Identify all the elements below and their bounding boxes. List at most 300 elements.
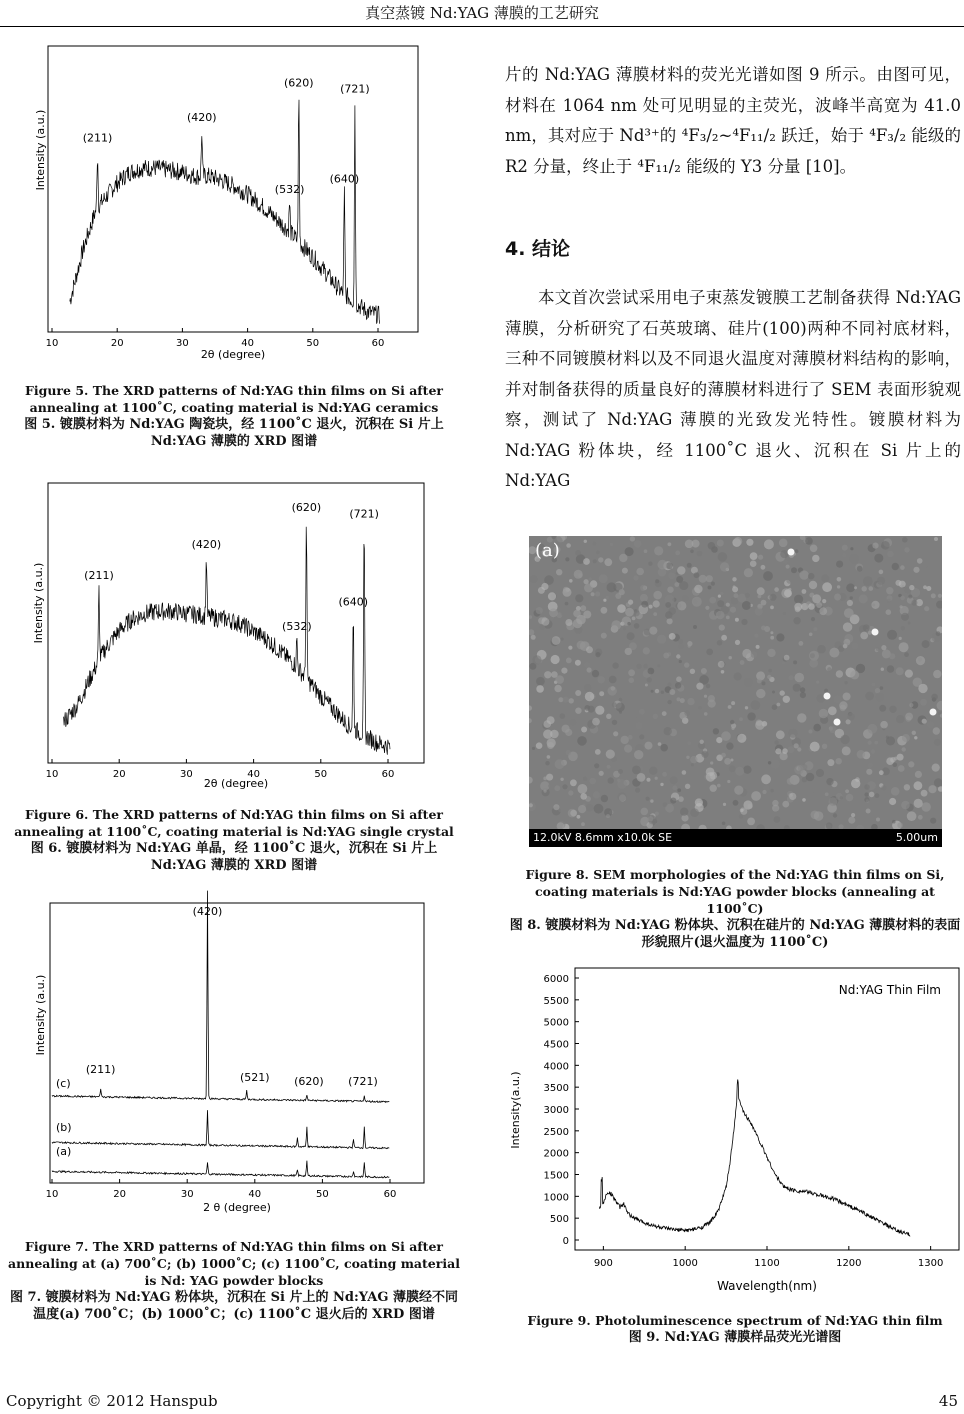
x-tick-label: 20 bbox=[110, 338, 124, 349]
xrd-trace-b bbox=[52, 1110, 389, 1149]
sem-grain bbox=[809, 659, 818, 668]
sem-grain bbox=[808, 729, 812, 733]
sem-grain bbox=[677, 788, 681, 792]
sem-grain bbox=[881, 645, 886, 650]
sem-grain bbox=[608, 777, 614, 783]
sem-grain bbox=[881, 785, 886, 790]
sem-grain bbox=[706, 575, 713, 582]
sem-grain bbox=[536, 685, 544, 693]
sem-grain bbox=[578, 784, 588, 794]
sem-grain bbox=[575, 660, 581, 666]
sem-grain bbox=[690, 808, 699, 817]
sem-grain bbox=[621, 736, 629, 744]
sem-grain bbox=[793, 684, 801, 692]
sem-grain bbox=[816, 602, 822, 608]
sem-grain bbox=[599, 691, 604, 696]
sem-grain bbox=[541, 618, 549, 626]
sem-grain bbox=[842, 746, 851, 755]
sem-grain bbox=[667, 683, 671, 687]
sem-grain bbox=[769, 559, 775, 565]
sem-grain bbox=[918, 684, 927, 693]
sem-grain bbox=[816, 769, 824, 777]
sem-grain bbox=[612, 662, 618, 668]
figure-7-chart bbox=[0, 895, 480, 1225]
sem-grain bbox=[718, 552, 728, 562]
sem-grain bbox=[886, 609, 892, 615]
figure-9-chart bbox=[505, 960, 964, 1300]
sem-grain bbox=[936, 631, 941, 636]
sem-grain bbox=[797, 713, 806, 722]
sem-grain bbox=[548, 592, 556, 600]
sem-grain bbox=[783, 612, 786, 615]
sem-grain bbox=[794, 743, 799, 748]
sem-grain bbox=[635, 722, 642, 729]
sem-grain bbox=[857, 566, 863, 572]
sem-grain bbox=[904, 547, 909, 552]
x-tick-label: 1000 bbox=[672, 1258, 698, 1269]
sem-grain bbox=[896, 667, 904, 675]
sem-grain bbox=[898, 765, 905, 772]
sem-grain bbox=[859, 594, 868, 603]
sem-grain bbox=[763, 571, 773, 581]
peak-label: (721) bbox=[340, 82, 370, 96]
sem-grain bbox=[770, 759, 780, 769]
peak-labels bbox=[84, 501, 379, 633]
sem-grain bbox=[629, 678, 635, 684]
sem-grain bbox=[717, 640, 723, 646]
caption-zh: 图 9. Nd:YAG 薄膜样品荧光光谱图 bbox=[628, 1330, 842, 1345]
sem-grain bbox=[743, 766, 751, 774]
sem-grain bbox=[643, 647, 650, 654]
sem-grain bbox=[569, 698, 574, 703]
sem-grain bbox=[606, 750, 615, 759]
sem-grain bbox=[556, 569, 562, 575]
sem-grain bbox=[647, 778, 651, 782]
sem-grain bbox=[934, 778, 942, 787]
sem-grain bbox=[741, 619, 747, 625]
curve-label: (a) bbox=[56, 1145, 72, 1158]
sem-grain bbox=[604, 558, 612, 566]
sem-grain bbox=[928, 785, 936, 793]
sem-grain bbox=[584, 662, 590, 668]
caption-zh: 图 8. 镀膜材料为 Nd:YAG 粉体块、沉积在硅片的 Nd:YAG 薄膜材料的表面形貌照片(退火温度为 1100˚C) bbox=[509, 918, 961, 950]
sem-grain bbox=[706, 649, 713, 656]
sem-grain bbox=[640, 594, 648, 602]
sem-grain bbox=[751, 651, 758, 658]
sem-grain bbox=[762, 681, 766, 685]
sem-grain bbox=[922, 802, 931, 811]
sem-grain bbox=[632, 617, 636, 621]
sem-grain bbox=[586, 804, 594, 812]
x-tick-label: 10 bbox=[45, 1189, 59, 1200]
xrd-traces bbox=[52, 891, 389, 1178]
sem-grain bbox=[623, 627, 626, 630]
sem-grain bbox=[914, 799, 923, 808]
sem-grain bbox=[555, 759, 565, 769]
sem-grain bbox=[900, 565, 905, 570]
xrd-trace bbox=[64, 527, 390, 755]
sem-grain bbox=[926, 586, 931, 591]
sem-grain bbox=[772, 691, 775, 694]
sem-grain bbox=[726, 742, 733, 749]
sem-grain bbox=[839, 701, 847, 709]
sem-grain bbox=[601, 633, 607, 639]
sem-grain bbox=[684, 662, 689, 667]
sem-grain bbox=[569, 579, 573, 583]
sem-grain bbox=[911, 600, 917, 606]
sem-grain bbox=[670, 798, 676, 804]
sem-grain bbox=[719, 625, 725, 631]
sem-grain bbox=[601, 607, 608, 614]
sem-info-bar bbox=[529, 829, 942, 847]
x-axis-label: Wavelength(nm) bbox=[717, 1279, 817, 1293]
sem-grain bbox=[619, 698, 623, 702]
sem-grain bbox=[532, 655, 541, 664]
sem-grain bbox=[810, 742, 820, 752]
sem-grain bbox=[922, 640, 930, 648]
sem-grain bbox=[866, 629, 869, 632]
sem-grain bbox=[617, 779, 627, 789]
sem-grain bbox=[603, 599, 606, 602]
x-axis-label: 2θ (degree) bbox=[203, 777, 269, 790]
sem-grain bbox=[729, 656, 732, 659]
sem-grain bbox=[784, 655, 790, 661]
peak-label: (211) bbox=[85, 1063, 116, 1076]
sem-grain bbox=[536, 677, 545, 686]
x-tick-label: 30 bbox=[176, 338, 189, 349]
sem-grain bbox=[680, 698, 685, 703]
sem-grain bbox=[691, 763, 694, 766]
sem-grain bbox=[774, 587, 779, 592]
sem-grain bbox=[735, 640, 740, 645]
sem-grain bbox=[724, 758, 731, 765]
sem-grain bbox=[876, 818, 880, 822]
sem-grain bbox=[780, 690, 785, 695]
sem-grain bbox=[896, 698, 904, 706]
sem-grain bbox=[732, 577, 736, 581]
sem-grain bbox=[819, 607, 827, 615]
sem-grain bbox=[617, 604, 626, 613]
x-tick-label: 60 bbox=[383, 1189, 397, 1200]
sem-grain bbox=[647, 677, 652, 682]
x-tick-label: 1100 bbox=[754, 1258, 780, 1269]
sem-grain bbox=[711, 582, 715, 586]
sem-grain bbox=[791, 567, 797, 573]
sem-grain bbox=[583, 611, 591, 619]
sem-grain bbox=[544, 671, 551, 678]
sem-grain bbox=[606, 596, 609, 599]
sem-grain bbox=[717, 600, 724, 607]
sem-grain bbox=[653, 612, 657, 616]
sem-grain bbox=[864, 797, 869, 802]
y-axis-label: Intensity (a.u.) bbox=[32, 562, 45, 644]
sem-grain bbox=[701, 668, 707, 674]
sem-grain bbox=[565, 557, 569, 561]
sem-grain bbox=[613, 731, 618, 736]
sem-grain bbox=[886, 736, 895, 745]
sem-grain bbox=[868, 631, 872, 635]
sem-grain bbox=[866, 769, 872, 775]
sem-grain bbox=[874, 741, 878, 745]
sem-grain bbox=[810, 653, 815, 658]
sem-grain bbox=[594, 804, 604, 814]
sem-grain bbox=[682, 595, 689, 602]
peak-label: (532) bbox=[274, 182, 305, 196]
sem-grain bbox=[844, 681, 847, 684]
sem-grain bbox=[822, 582, 832, 592]
sem-grain bbox=[783, 696, 790, 703]
sem-grain bbox=[753, 757, 757, 761]
sem-particle bbox=[824, 693, 831, 700]
sem-grain bbox=[548, 784, 552, 788]
sem-grain bbox=[794, 595, 803, 604]
sem-grain bbox=[577, 641, 586, 650]
sem-grain bbox=[575, 690, 581, 696]
sem-grain bbox=[834, 695, 842, 703]
sem-grain bbox=[592, 718, 600, 726]
sem-grain bbox=[775, 748, 781, 754]
sem-grain bbox=[757, 679, 762, 684]
peak-label: (640) bbox=[329, 172, 360, 186]
sem-grain bbox=[668, 542, 672, 546]
sem-grain bbox=[788, 588, 791, 591]
sem-grain bbox=[645, 684, 648, 687]
sem-grain bbox=[876, 647, 880, 651]
sem-grain bbox=[680, 808, 688, 816]
figure-6 bbox=[0, 465, 480, 795]
sem-grain bbox=[587, 667, 592, 672]
sem-grain bbox=[598, 676, 605, 683]
sem-grain bbox=[583, 558, 590, 565]
sem-grain bbox=[701, 751, 708, 758]
sem-grain bbox=[844, 608, 854, 618]
sem-grain bbox=[723, 803, 726, 806]
sem-grain bbox=[934, 739, 941, 746]
sem-grain bbox=[609, 676, 617, 684]
sem-grain bbox=[727, 780, 730, 783]
sem-grain bbox=[836, 561, 843, 568]
sem-grain bbox=[860, 632, 868, 640]
sem-grain bbox=[706, 772, 716, 782]
sem-grain bbox=[658, 612, 663, 617]
sem-grain bbox=[917, 558, 923, 564]
sem-grain bbox=[721, 670, 725, 674]
sem-grain bbox=[655, 777, 658, 780]
peak-label: (211) bbox=[82, 131, 113, 145]
sem-grain bbox=[802, 589, 807, 594]
sem-grain bbox=[880, 721, 888, 729]
y-tick-label: 4500 bbox=[543, 1039, 569, 1051]
sem-grain bbox=[833, 813, 837, 817]
sem-grain bbox=[646, 797, 650, 801]
sem-grain bbox=[536, 742, 543, 749]
curve-labels bbox=[56, 1077, 72, 1158]
sem-grain bbox=[762, 594, 767, 599]
sem-grain bbox=[593, 791, 600, 798]
sem-grain bbox=[800, 692, 806, 698]
sem-grain bbox=[617, 792, 626, 801]
sem-grain bbox=[802, 798, 806, 802]
sem-grain bbox=[931, 694, 938, 701]
sem-grain bbox=[637, 773, 646, 782]
sem-grain bbox=[651, 690, 654, 693]
sem-grain bbox=[649, 627, 657, 635]
sem-grain bbox=[922, 719, 927, 724]
paragraph-2-text: 本文首次尝试采用电子束蒸发镀膜工艺制备获得 Nd:YAG 薄膜，分析研究了石英玻璃、硅片(100)两种不同衬底材料，三种不同镀膜材料以及不同退火温度对薄膜材料结构的影响，并对制备获得的质量良好的薄膜材料进行了 SEM 表面形貌观察，测试了 Nd:YAG 薄膜的光致发光特性。镀膜材料为 Nd:YAG 粉体块，经 1100˚C 退火、沉积在 Si 片上的 Nd:YAG bbox=[505, 288, 961, 490]
sem-grain bbox=[686, 756, 689, 759]
sem-grain bbox=[679, 660, 682, 663]
y-tick-label: 1000 bbox=[543, 1192, 569, 1204]
sem-grain bbox=[879, 770, 884, 775]
peak-label: (721) bbox=[349, 507, 379, 521]
sem-grain bbox=[795, 673, 805, 683]
sem-grain bbox=[699, 575, 707, 583]
figure-9 bbox=[505, 960, 964, 1300]
sem-grain bbox=[872, 603, 875, 606]
sem-grain bbox=[756, 645, 760, 649]
sem-grain bbox=[622, 568, 628, 574]
x-tick-label: 60 bbox=[381, 769, 395, 780]
y-tick-label: 0 bbox=[562, 1236, 569, 1247]
sem-grain bbox=[848, 817, 855, 824]
sem-grain bbox=[754, 634, 758, 638]
sem-grain bbox=[551, 655, 560, 664]
paragraph-2 bbox=[505, 283, 961, 497]
sem-grain bbox=[555, 675, 564, 684]
sem-grain bbox=[761, 565, 766, 570]
pl-spectrum bbox=[599, 1080, 910, 1237]
sem-grain bbox=[588, 706, 595, 713]
sem-grain bbox=[776, 633, 784, 641]
sem-grain bbox=[902, 747, 906, 751]
caption-zh: 图 6. 镀膜材料为 Nd:YAG 单晶，经 1100˚C 退火，沉积在 Si 片上 Nd:YAG 薄膜的 XRD 图谱 bbox=[30, 841, 438, 873]
sem-grain bbox=[543, 730, 552, 739]
sem-grain bbox=[685, 784, 690, 789]
sem-grain bbox=[531, 635, 536, 640]
sem-grain bbox=[634, 610, 640, 616]
peak-label: (620) bbox=[291, 501, 322, 515]
sem-grain bbox=[708, 695, 715, 702]
sem-grain bbox=[843, 693, 851, 701]
sem-grain bbox=[786, 565, 790, 569]
caption-zh: 图 5. 镀膜材料为 Nd:YAG 陶瓷块，经 1100˚C 退火，沉积在 Si 片上 Nd:YAG 薄膜的 XRD 图谱 bbox=[24, 417, 444, 449]
sem-grain bbox=[809, 633, 813, 637]
sem-grain bbox=[900, 596, 905, 601]
sem-grain bbox=[655, 812, 659, 816]
sem-grain bbox=[718, 595, 721, 598]
sem-grain bbox=[849, 554, 859, 564]
sem-grain bbox=[865, 692, 874, 701]
sem-grain bbox=[563, 587, 569, 593]
footer-copyright: Copyright © 2012 Hanspub bbox=[6, 1392, 218, 1410]
sem-grain bbox=[921, 790, 928, 797]
sem-grain bbox=[660, 744, 668, 752]
sem-grain bbox=[658, 560, 668, 570]
sem-grain bbox=[782, 801, 789, 808]
sem-grain bbox=[914, 781, 923, 790]
sem-grain bbox=[847, 600, 853, 606]
sem-grain bbox=[634, 540, 642, 548]
sem-grain bbox=[575, 708, 581, 714]
caption-en: Figure 8. SEM morphologies of the Nd:YAG thin films on Si, coating materials is Nd:YAG powder blocks (annealing at 1100˚C) bbox=[525, 867, 945, 916]
sem-grain bbox=[886, 587, 893, 594]
sem-grain bbox=[937, 701, 942, 711]
y-axis-label: Intensity(a.u.) bbox=[509, 1071, 522, 1149]
sem-grain bbox=[889, 798, 896, 805]
sem-grain bbox=[653, 600, 660, 607]
y-tick-label: 4000 bbox=[543, 1061, 569, 1073]
y-tick-label: 2000 bbox=[543, 1148, 569, 1160]
sem-grain bbox=[625, 608, 634, 617]
sem-grain bbox=[547, 742, 554, 749]
sem-grain bbox=[657, 664, 660, 667]
sem-grain bbox=[850, 596, 853, 599]
sem-grain bbox=[902, 734, 910, 742]
x-tick-label: 1200 bbox=[836, 1258, 862, 1269]
sem-grain bbox=[653, 591, 662, 600]
sem-grain bbox=[675, 682, 681, 688]
x-tick-label: 900 bbox=[593, 1258, 613, 1269]
x-tick-label: 30 bbox=[180, 1189, 194, 1200]
sem-grain bbox=[628, 600, 633, 605]
sem-grain bbox=[586, 646, 593, 653]
sem-grain bbox=[678, 643, 684, 649]
sem-grain bbox=[805, 537, 813, 545]
sem-grain bbox=[812, 792, 820, 800]
sem-grain bbox=[847, 713, 854, 720]
sem-grain bbox=[585, 692, 594, 701]
sem-grain bbox=[565, 619, 572, 626]
sem-grain bbox=[560, 713, 566, 719]
sem-parameters: 12.0kV 8.6mm x10.0k SE bbox=[533, 831, 673, 844]
sem-grain bbox=[756, 689, 765, 698]
sem-grain bbox=[827, 759, 834, 766]
sem-grain bbox=[632, 766, 641, 775]
sem-grain bbox=[655, 536, 665, 542]
peak-label: (521) bbox=[240, 1071, 270, 1084]
sem-grain bbox=[650, 799, 653, 802]
sem-grain bbox=[547, 755, 551, 759]
sem-grain bbox=[817, 645, 826, 654]
sem-grain bbox=[880, 686, 884, 690]
sem-grain bbox=[808, 573, 815, 580]
sem-grain bbox=[536, 607, 543, 614]
y-axis-label: Intensity (a.u.) bbox=[34, 974, 47, 1056]
sem-grain bbox=[660, 783, 663, 786]
sem-grain bbox=[879, 570, 884, 575]
y-tick-label: 500 bbox=[549, 1214, 569, 1226]
sem-grain bbox=[901, 801, 910, 810]
sem-grain bbox=[843, 622, 852, 631]
x-tick-label: 50 bbox=[314, 769, 328, 780]
sem-grain bbox=[840, 796, 843, 799]
sem-grain bbox=[918, 815, 923, 820]
sem-grain bbox=[750, 552, 758, 560]
sem-grain bbox=[747, 712, 755, 720]
x-ticks bbox=[46, 328, 385, 349]
sem-grain bbox=[577, 736, 587, 746]
sem-grain bbox=[687, 698, 694, 705]
sem-grain bbox=[633, 575, 638, 580]
sem-grain bbox=[716, 611, 725, 620]
sem-grain bbox=[772, 704, 778, 710]
sem-grain bbox=[902, 795, 907, 800]
sem-grain bbox=[889, 706, 896, 713]
x-tick-label: 20 bbox=[112, 769, 126, 780]
sem-particle bbox=[834, 719, 841, 726]
sem-grain bbox=[770, 631, 773, 634]
sem-grain bbox=[595, 652, 600, 657]
